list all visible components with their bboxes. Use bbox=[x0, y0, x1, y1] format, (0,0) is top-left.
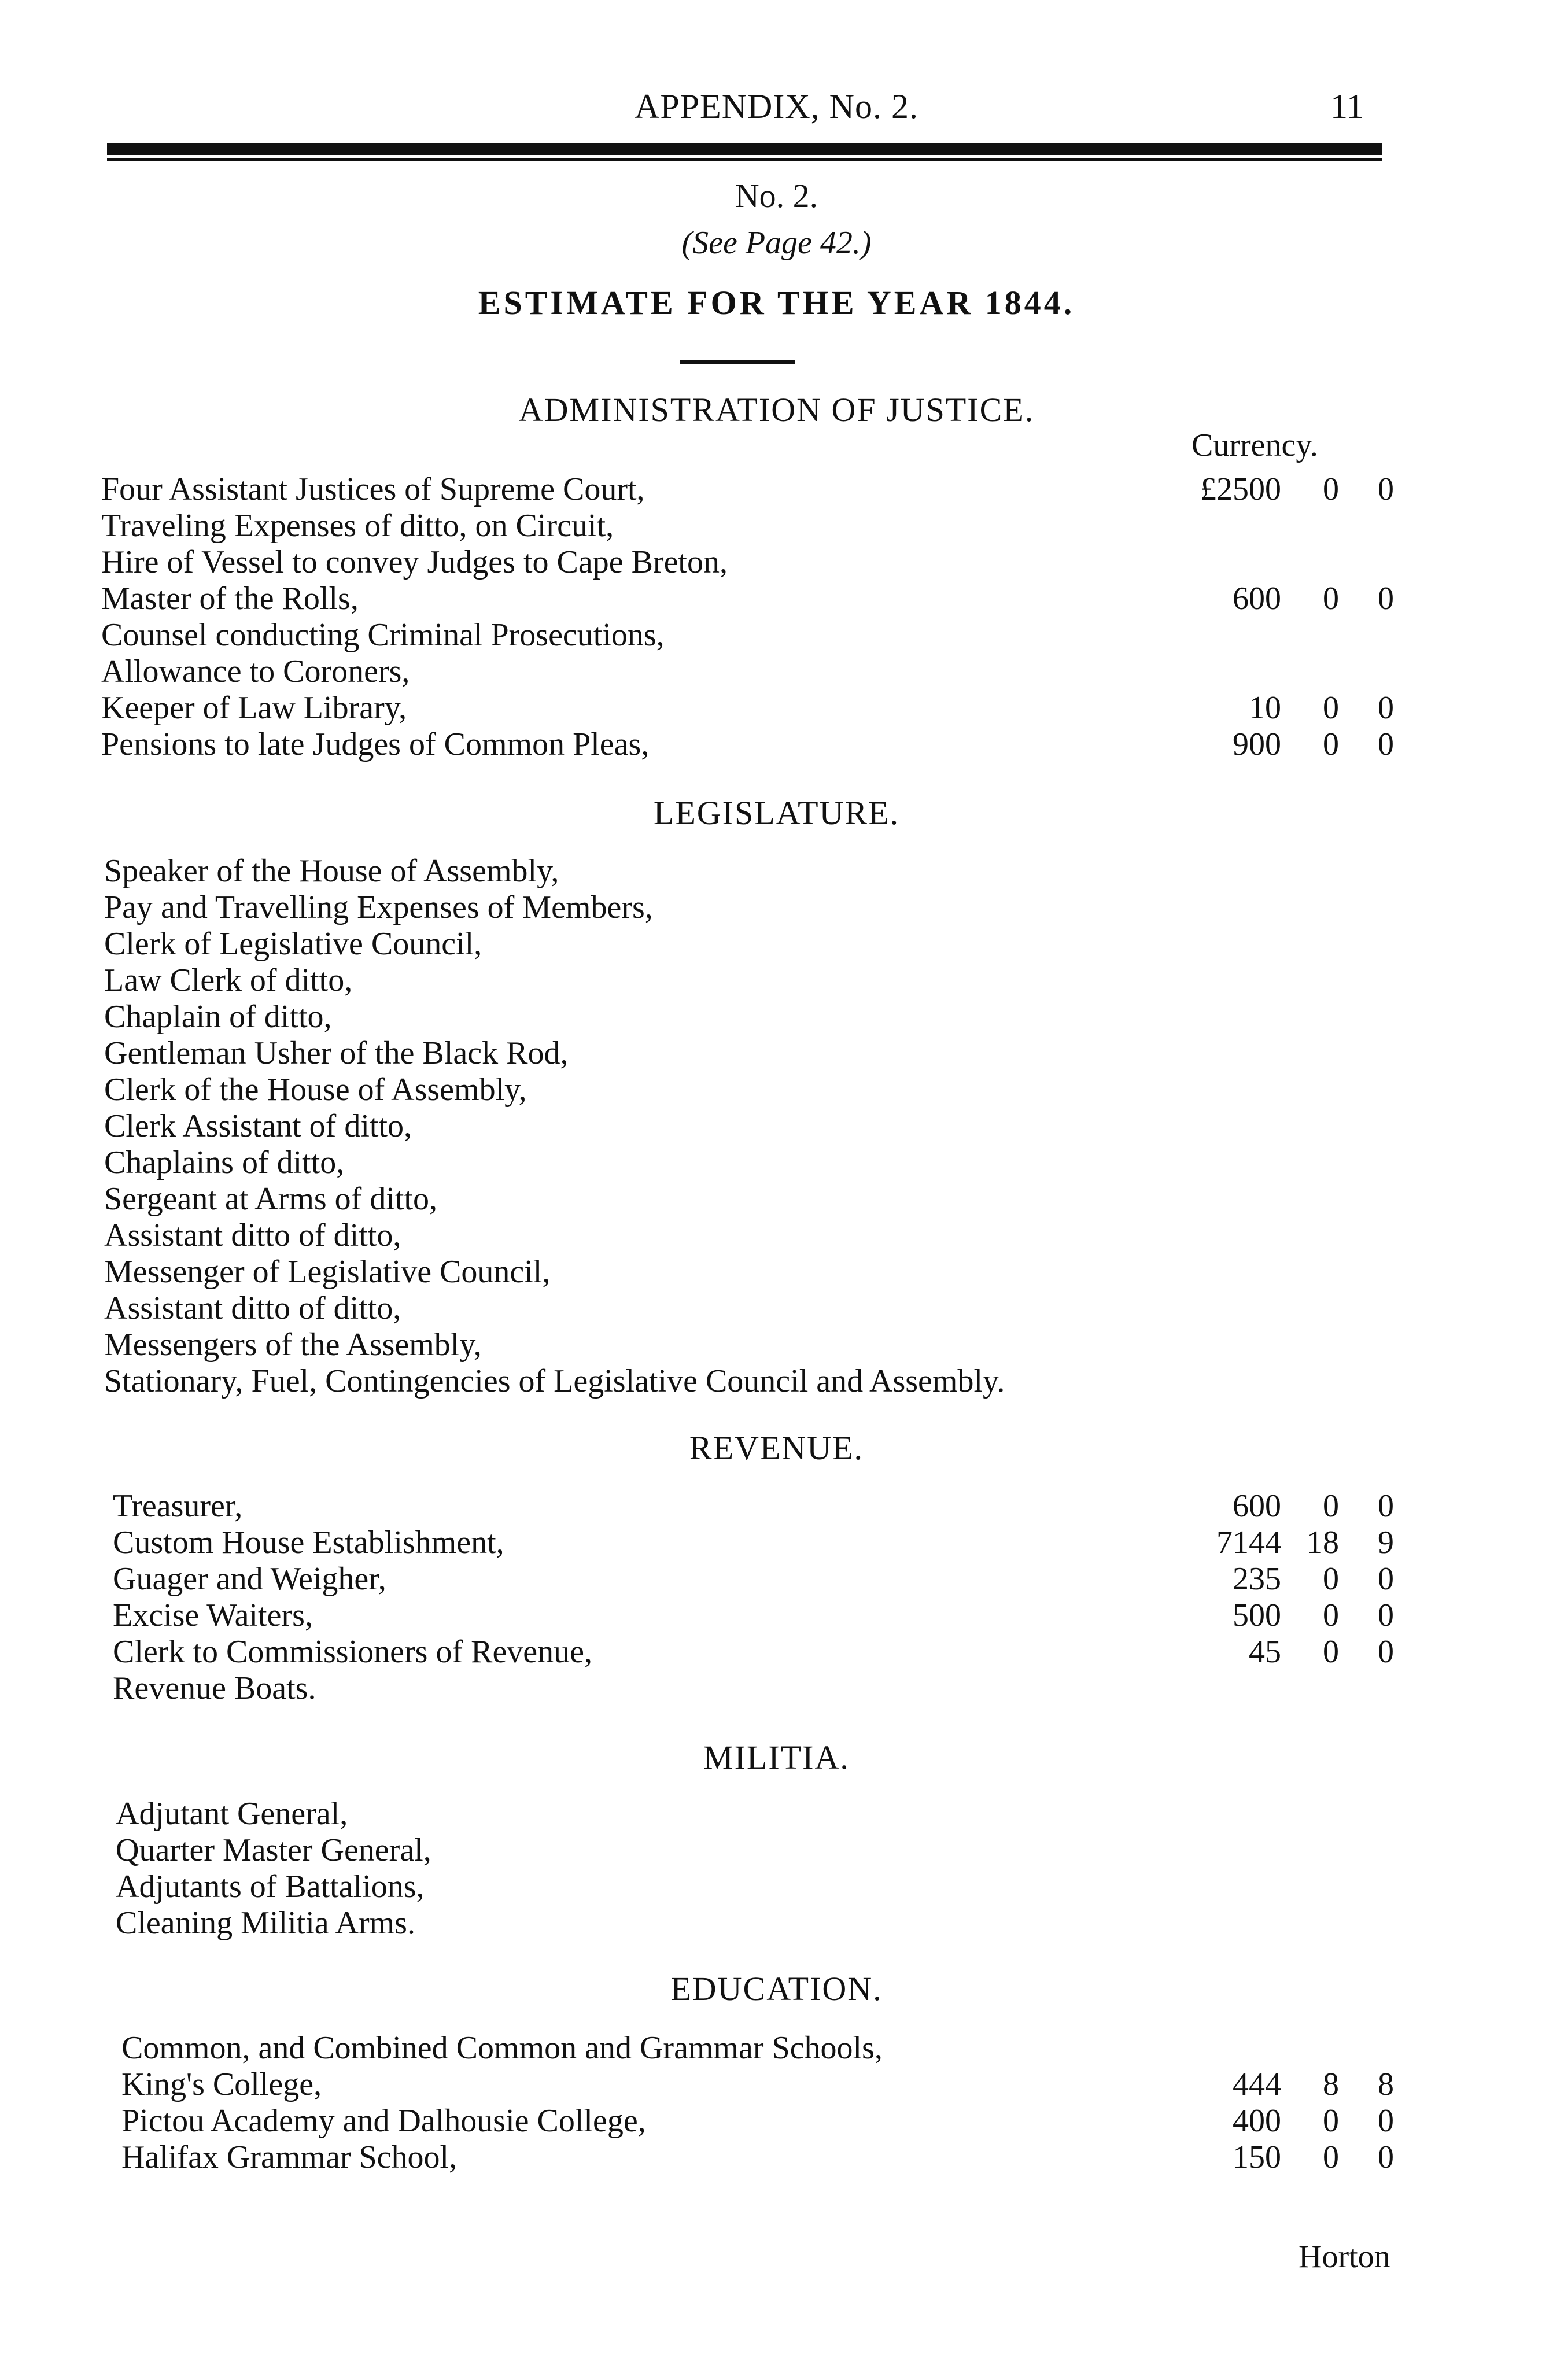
amount-pounds: 900 bbox=[1233, 726, 1281, 762]
list-item: Allowance to Coroners, bbox=[101, 654, 410, 689]
amount-pounds: 600 bbox=[1233, 581, 1281, 617]
amount-pounds: 600 bbox=[1233, 1488, 1281, 1524]
list-item: Assistant ditto of ditto, bbox=[104, 1217, 401, 1253]
amount-pounds: 10 bbox=[1249, 690, 1281, 726]
amount-pounds: 150 bbox=[1233, 2139, 1281, 2175]
amount-shillings: 0 bbox=[1323, 1488, 1339, 1524]
list-item: Traveling Expenses of ditto, on Circuit, bbox=[101, 508, 614, 544]
list-item: Pay and Travelling Expenses of Members, bbox=[104, 890, 653, 925]
estimate-title: ESTIMATE FOR THE YEAR 1844. bbox=[478, 284, 1075, 322]
list-item: Adjutant General, bbox=[116, 1796, 348, 1832]
list-item: Law Clerk of ditto, bbox=[104, 962, 353, 998]
amount-pounds: 235 bbox=[1233, 1561, 1281, 1597]
list-item: King's College, bbox=[121, 2067, 322, 2102]
amount-shillings: 0 bbox=[1323, 690, 1339, 726]
amount-row bbox=[1177, 1561, 1394, 1597]
amount-pounds: 45 bbox=[1249, 1634, 1281, 1670]
currency-label: Currency. bbox=[1192, 427, 1318, 463]
amount-pence: 0 bbox=[1378, 1488, 1394, 1524]
amount-shillings: 0 bbox=[1323, 1597, 1339, 1633]
list-item: Custom House Establishment, bbox=[113, 1525, 504, 1560]
amount-row bbox=[1177, 2103, 1394, 2139]
list-item: Clerk of the House of Assembly, bbox=[104, 1072, 527, 1108]
amount-shillings: 0 bbox=[1323, 581, 1339, 617]
list-item: Assistant ditto of ditto, bbox=[104, 1290, 401, 1326]
amount-pounds: 7144 bbox=[1216, 1525, 1281, 1560]
amount-row bbox=[1177, 581, 1394, 617]
title-rule bbox=[680, 360, 795, 364]
amount-pounds: 400 bbox=[1233, 2103, 1281, 2139]
amount-row bbox=[1177, 726, 1394, 763]
amount-pence: 8 bbox=[1378, 2067, 1394, 2102]
amount-pence: 0 bbox=[1378, 471, 1394, 507]
list-item: Cleaning Militia Arms. bbox=[116, 1905, 415, 1941]
catchword: Horton bbox=[1299, 2239, 1390, 2275]
list-item: Treasurer, bbox=[113, 1488, 243, 1524]
list-item: Keeper of Law Library, bbox=[101, 690, 407, 726]
amount-pence: 0 bbox=[1378, 726, 1394, 762]
list-item: Counsel conducting Criminal Prosecutions, bbox=[101, 617, 665, 653]
section-heading-revenue: REVENUE. bbox=[689, 1429, 864, 1467]
list-item: Messengers of the Assembly, bbox=[104, 1327, 482, 1363]
amount-shillings: 0 bbox=[1323, 2139, 1339, 2175]
amount-pence: 0 bbox=[1378, 581, 1394, 617]
amount-pence: 0 bbox=[1378, 2139, 1394, 2175]
amount-row bbox=[1177, 1634, 1394, 1670]
section-heading-militia: MILITIA. bbox=[703, 1739, 850, 1776]
list-item: Gentleman Usher of the Black Rod, bbox=[104, 1035, 569, 1071]
amount-pence: 0 bbox=[1378, 1634, 1394, 1670]
amount-pence: 0 bbox=[1378, 2103, 1394, 2139]
list-item: Clerk to Commissioners of Revenue, bbox=[113, 1634, 593, 1670]
amount-row bbox=[1177, 2139, 1394, 2176]
list-item: Adjutants of Battalions, bbox=[116, 1869, 425, 1905]
amount-row bbox=[1177, 1488, 1394, 1525]
list-item: Clerk Assistant of ditto, bbox=[104, 1108, 412, 1144]
amount-shillings: 0 bbox=[1323, 1561, 1339, 1597]
list-item: Revenue Boats. bbox=[113, 1670, 316, 1706]
list-item: Four Assistant Justices of Supreme Court, bbox=[101, 471, 645, 507]
list-item: Excise Waiters, bbox=[113, 1597, 313, 1633]
amount-shillings: 0 bbox=[1323, 726, 1339, 762]
section-heading-legislature: LEGISLATURE. bbox=[653, 794, 900, 832]
list-item: Hire of Vessel to convey Judges to Cape Breton, bbox=[101, 544, 728, 580]
page-reference: (See Page 42.) bbox=[681, 225, 872, 261]
amount-row bbox=[1177, 2067, 1394, 2103]
list-item: Common, and Combined Common and Grammar Schools, bbox=[121, 2030, 883, 2066]
list-item: Speaker of the House of Assembly, bbox=[104, 853, 559, 889]
list-item: Clerk of Legislative Council, bbox=[104, 926, 482, 962]
amount-row bbox=[1177, 690, 1394, 726]
amount-pounds: 444 bbox=[1233, 2067, 1281, 2102]
document-number: No. 2. bbox=[735, 177, 818, 215]
section-heading-justice: ADMINISTRATION OF JUSTICE. bbox=[518, 391, 1035, 429]
list-item: Stationary, Fuel, Contingencies of Legislative Council and Assembly. bbox=[104, 1363, 1005, 1399]
amount-shillings: 0 bbox=[1323, 2103, 1339, 2139]
page-number: 11 bbox=[1330, 87, 1364, 126]
section-heading-education: EDUCATION. bbox=[670, 1970, 883, 2008]
amount-shillings: 0 bbox=[1323, 471, 1339, 507]
list-item: Messenger of Legislative Council, bbox=[104, 1254, 551, 1290]
list-item: Pensions to late Judges of Common Pleas, bbox=[101, 726, 650, 762]
amount-shillings: 18 bbox=[1307, 1525, 1339, 1560]
amount-pounds: £2500 bbox=[1200, 471, 1281, 507]
list-item: Pictou Academy and Dalhousie College, bbox=[121, 2103, 646, 2139]
amount-pence: 0 bbox=[1378, 1561, 1394, 1597]
list-item: Chaplains of ditto, bbox=[104, 1145, 345, 1180]
amount-shillings: 8 bbox=[1323, 2067, 1339, 2102]
amount-row bbox=[1177, 1597, 1394, 1634]
amount-row bbox=[1177, 471, 1394, 508]
amount-pence: 0 bbox=[1378, 690, 1394, 726]
amount-shillings: 0 bbox=[1323, 1634, 1339, 1670]
header-rule-thick bbox=[107, 143, 1382, 155]
amount-row bbox=[1177, 1525, 1394, 1561]
list-item: Sergeant at Arms of ditto, bbox=[104, 1181, 437, 1217]
list-item: Halifax Grammar School, bbox=[121, 2139, 458, 2175]
list-item: Quarter Master General, bbox=[116, 1832, 431, 1868]
running-title: APPENDIX, No. 2. bbox=[634, 87, 919, 126]
amount-pence: 9 bbox=[1378, 1525, 1394, 1560]
list-item: Guager and Weigher, bbox=[113, 1561, 386, 1597]
amount-pence: 0 bbox=[1378, 1597, 1394, 1633]
header-rule-thin bbox=[107, 158, 1382, 161]
amount-pounds: 500 bbox=[1233, 1597, 1281, 1633]
list-item: Master of the Rolls, bbox=[101, 581, 359, 617]
list-item: Chaplain of ditto, bbox=[104, 999, 332, 1035]
